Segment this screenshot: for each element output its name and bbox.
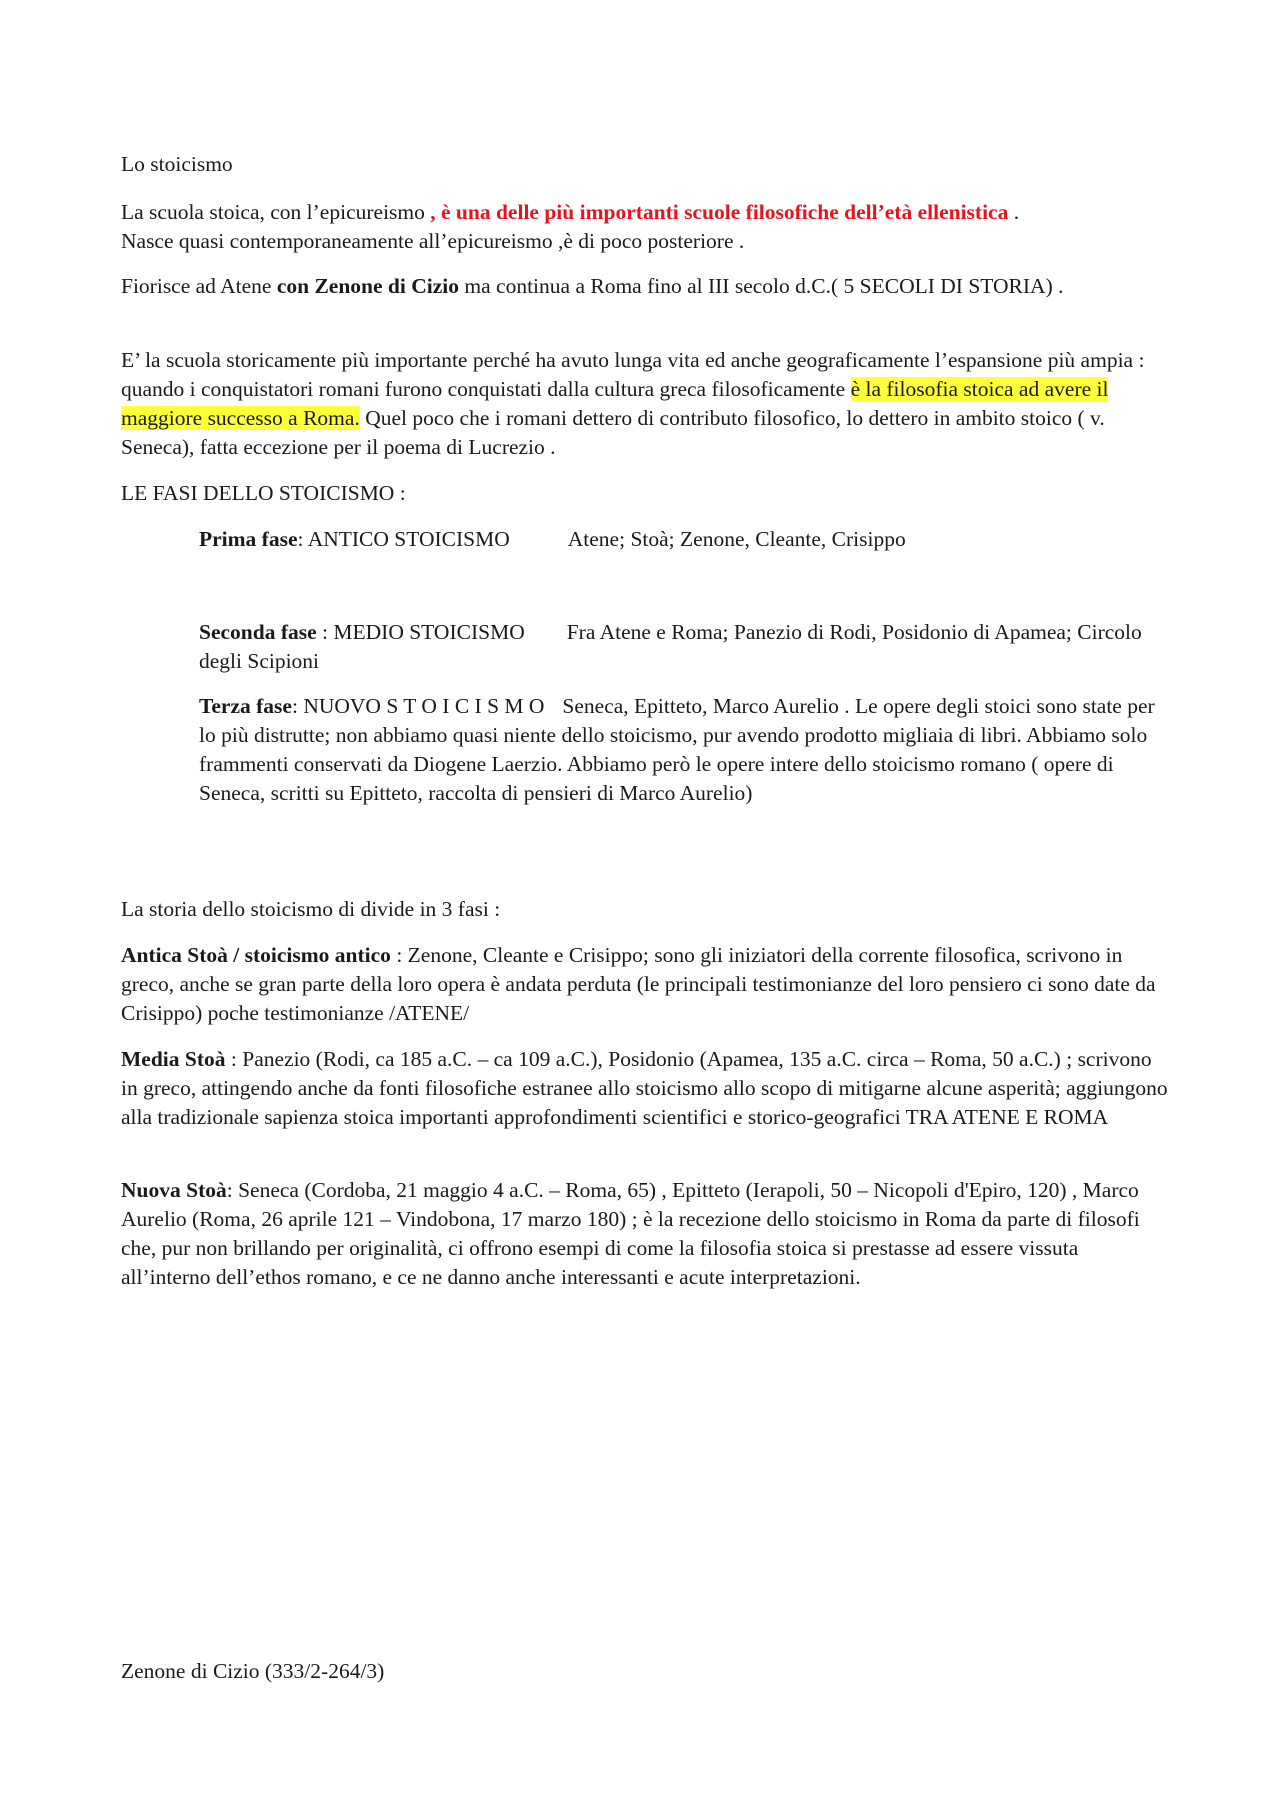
stoa-text: : Zenone, Cleante e Crisippo; sono gli iniziatori della corrente filosofica, scrivono in greco, anche se gran parte della loro opera è andata perduta (le principali testimonianze del loro pensiero ci sono date da Crisippo) poche testimonianze /ATENE/	[121, 943, 1156, 1025]
phase-description: Seneca, Epitteto, Marco Aurelio . Le opere degli stoici sono state per lo più distrutte; non abbiamo quasi niente dello stoicismo, pur avendo prodotto migliaia di libri. Abbiamo solo frammenti conservati da Diogene Laerzio. Abbiamo però le opere intere dello stoicismo romano ( opere di Seneca, scritti su Epitteto, raccolta di pensieri di Marco Aurelio)	[199, 694, 1155, 805]
phase-label: Terza fase	[199, 694, 292, 718]
athens-text-a: Fiorisce ad Atene	[121, 274, 277, 298]
phases-heading: LE FASI DELLO STOICISMO :	[121, 481, 406, 505]
stoa-paragraph	[121, 1045, 1171, 1132]
history-heading: La storia dello stoicismo di divide in 3 fasi :	[121, 897, 501, 921]
stoa-text: : Panezio (Rodi, ca 185 a.C. – ca 109 a.C.), Posidonio (Apamea, 135 a.C. circa – Roma, 50 a.C.) ; scrivono in greco, attingendo anche da fonti filosofiche estranee allo stoicismo allo scopo di mitigarne alcune asperità; aggiungono alla tradizionale sapienza stoica importanti approfondimenti scientifici e storico-geografici TRA ATENE E ROMA	[121, 1047, 1168, 1129]
stoa-paragraph	[121, 1176, 1171, 1292]
phase-separator: :	[316, 620, 334, 644]
phase-name: MEDIO STOICISMO	[333, 620, 525, 644]
phase-name: NUOVO S T O I C I S M O	[303, 694, 545, 718]
stoa-label: Antica Stoà / stoicismo antico	[121, 943, 391, 967]
phase-label: Seconda fase	[199, 620, 317, 644]
importance-text-a: E’ la scuola storicamente più importante perché ha avuto lunga vita ed anche geograficamente l’espansione più ampia : quando i conquistatori romani furono conquistati dalla cultura greca filosoficamente	[121, 348, 1145, 401]
stoa-label: Nuova Stoà	[121, 1178, 227, 1202]
importance-highlight: è la filosofia stoica ad avere il maggiore successo a Roma.	[121, 377, 1109, 430]
intro-red-emphasis: , è una delle più importanti scuole filosofiche dell’età ellenistica	[430, 200, 1009, 224]
phase-label: Prima fase	[199, 527, 298, 551]
phase-description: Atene; Stoà; Zenone, Cleante, Crisippo	[567, 527, 906, 551]
phase-description: Fra Atene e Roma; Panezio di Rodi, Posidonio di Apamea; Circolo degli Scipioni	[199, 620, 1142, 673]
document-title: Lo stoicismo	[121, 152, 233, 176]
intro-line2: Nasce quasi contemporaneamente all’epicureismo ,è di poco posteriore .	[121, 229, 745, 253]
phase-item	[199, 525, 1171, 554]
athens-paragraph	[121, 272, 1171, 301]
athens-bold: con Zenone di Cizio	[276, 274, 460, 298]
phase-separator: :	[297, 527, 308, 551]
stoa-label: Media Stoà	[121, 1047, 226, 1071]
intro-text-b: .	[1008, 200, 1020, 224]
footer-caption: Zenone di Cizio (333/2-264/3)	[121, 1659, 385, 1683]
phase-item	[199, 618, 1171, 676]
stoa-paragraph	[121, 941, 1171, 1028]
phase-name: ANTICO STOICISMO	[307, 527, 510, 551]
stoa-text: : Seneca (Cordoba, 21 maggio 4 a.C. – Roma, 65) , Epitteto (Ierapoli, 50 – Nicopoli d'Epiro, 120) , Marco Aurelio (Roma, 26 aprile 121 – Vindobona, 17 marzo 180) ; è la recezione dello stoicismo in Roma da parte di filosofi che, pur non brillando per originalità, ci offrono esempi di come la filosofia stoica si prestasse ad essere vissuta all’interno dell’ethos romano, e ce ne danno anche interessanti e acute interpretazioni.	[121, 1178, 1140, 1289]
phase-item	[199, 692, 1171, 808]
intro-paragraph	[121, 198, 1171, 256]
intro-text-a: La scuola stoica, con l’epicureismo	[121, 200, 431, 224]
importance-paragraph	[121, 346, 1171, 462]
athens-text-b: ma continua a Roma fino al III secolo d.C.( 5 SECOLI DI STORIA) .	[459, 274, 1064, 298]
importance-text-b: Quel poco che i romani dettero di contributo filosofico, lo dettero in ambito stoico ( v. Seneca), fatta eccezione per il poema di Lucrezio .	[121, 406, 1105, 459]
phase-separator: :	[291, 694, 304, 718]
